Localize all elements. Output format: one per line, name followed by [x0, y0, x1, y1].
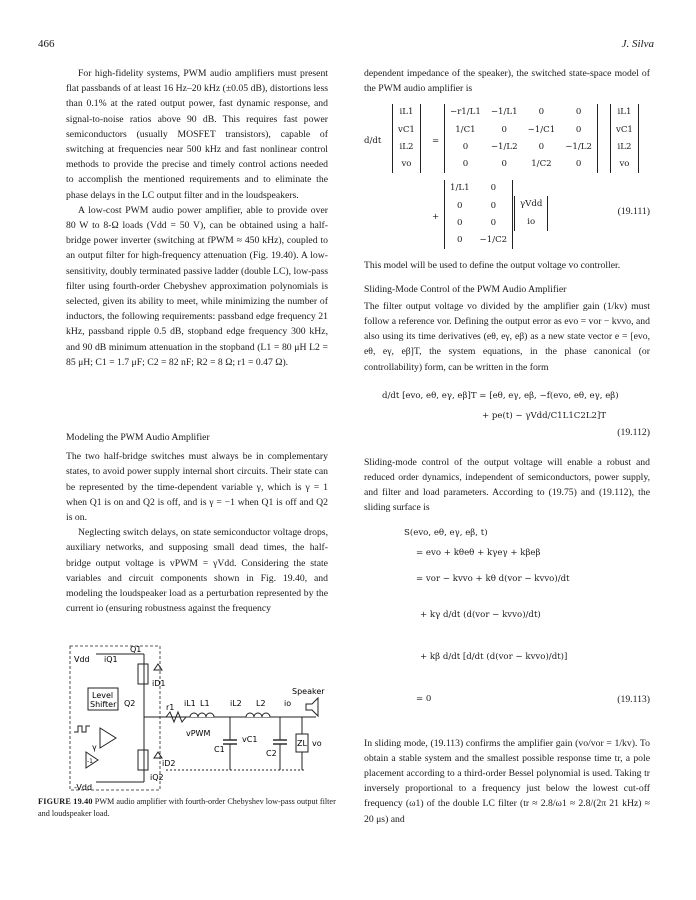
b-cell: 0: [490, 200, 497, 211]
state-vector: [392, 104, 421, 173]
label-c1: C1: [214, 745, 225, 754]
label-l2: L2: [256, 699, 266, 708]
subsection-title: Sliding-Mode Control of the PWM Audio Amplifier: [364, 283, 567, 295]
state-2: iL2: [399, 141, 414, 152]
diode-d2: [154, 752, 162, 758]
b-cell: 0: [457, 217, 463, 228]
eq113-line4: + kγ d/dt (d(vor − kvvo)/dt): [420, 609, 541, 620]
a-cell: −1/C1: [527, 124, 556, 135]
eq112-line2: + pe(t) − γVdd/C1L1C2L2]T: [482, 410, 607, 421]
a-cell: 1/C1: [455, 124, 476, 135]
state-0: iL1: [617, 107, 632, 118]
plus-sign: +: [432, 212, 440, 223]
b-cell: 1/L1: [450, 183, 470, 194]
equation-number: (19.112): [617, 426, 650, 438]
label-q2: Q2: [124, 699, 136, 708]
caption-text: PWM audio amplifier with fourth-order Chebyshev low-pass output filter and loudspeaker load.: [38, 797, 336, 818]
right-column: [364, 66, 650, 827]
label-minus1: -1: [87, 758, 93, 765]
a-cell: −1/L2: [565, 141, 592, 152]
inductor-l2: [246, 713, 270, 717]
label-id2: iD2: [162, 759, 176, 768]
matrix-b: [444, 180, 513, 249]
circuit-diagram: [66, 640, 328, 798]
eq113-line5: + kβ d/dt [d/dt (d(vor − kvvo)/dt)]: [420, 651, 568, 662]
state-3: vo: [401, 159, 412, 170]
label-c2: C2: [266, 749, 277, 758]
paragraph: For high-fidelity systems, PWM audio amplifiers must present flat passbands of at least 16 Hz–20 kHz (±0.05 dB), distortions less than 0.1% at the rated output power, fast dynamic response, and signal-to-noise ratios above 90 dB. This requires fast power semiconductors (usually MOSFET transistors), capable of switching at frequencies near 500 kHz and fast nonlinear control methods to provide the precise and timely control actions needed to accomplish the mentioned requirements and to eliminate the phase delays in the LC output filter and in the loudspeakers.: [66, 68, 328, 201]
a-cell: 0: [538, 141, 545, 152]
equation-number: (19.111): [617, 206, 650, 218]
label-neg-vdd: -Vdd: [74, 783, 93, 792]
paragraph: In sliding mode, (19.113) confirms the amplifier gain (vo/vor = 1/kv). To obtain a stable system and the smallest possible response time tr, a pole placement according to a third-order Bessel polynomial is used. Taking tr inversely proportional to a frequency just below the lowest cut-off frequency (ω1) of the double LC filter (tr ≈ 2.8/ω1 ≈ 2.8/(2π 21 kHz) ≈ 20 μs) and: [364, 737, 650, 825]
page-number: 466: [38, 38, 55, 50]
b-cell: 0: [490, 183, 497, 194]
a-cell: 0: [575, 124, 582, 135]
b-cell: −1/C2: [479, 235, 508, 246]
equation-19-111: [364, 100, 650, 250]
a-cell: −r1/L1: [450, 107, 481, 118]
eq113-line6: = 0: [416, 693, 432, 704]
label-l1: L1: [200, 699, 210, 708]
label-il1: iL1: [184, 699, 196, 708]
label-gamma: γ: [92, 743, 97, 752]
paragraph: Neglecting switch delays, on state semiconductor voltage drops, auxiliary networks, and supposing small dead times, the half-bridge output voltage is vPWM = γVdd. Considering the state variables and circuit components shown in Fig. 19.40, and modeling the loudspeaker load as a perturbation represented by the current io (ensuring robustness against the frequency: [66, 527, 328, 615]
paragraph: The filter output voltage vo divided by the amplifier gain (1/kv) must follow a reference vor. Defining the output error as evo = vor − kvvo, and also using its time derivatives (eθ, eγ, eβ) as a new state vector e = [evo, eθ, eγ, eβ]T, the system equations, in the phase canonical (or controllability) form, can be written in the form: [364, 300, 650, 373]
label-speaker: Speaker: [292, 687, 325, 696]
b-cell: 0: [457, 200, 463, 211]
b-cell: 0: [457, 235, 463, 246]
paragraph: Sliding-mode control of the output voltage will enable a robust and reduced order dynamics, independent of semiconductors, power supply, and filter and load parameters. According to (19.75) and (19.112), the sliding surface is: [364, 456, 650, 514]
label-vc1: vC1: [242, 735, 258, 744]
state-1: vC1: [398, 124, 415, 135]
caption-label: FIGURE 19.40: [38, 797, 93, 806]
equation-19-113: [364, 522, 650, 732]
label-vo: vo: [312, 739, 322, 748]
equation-19-112: [364, 383, 650, 445]
a-cell: 0: [462, 141, 469, 152]
q2-switch: [138, 750, 148, 770]
paragraph: A low-cost PWM audio power amplifier, able to provide over 80 W to 8-Ω loads (Vdd = 50 V), can be obtained using a half-bridge power inverter (switching at fPWM ≈ 450 kHz), coupled to an output filter for high-frequency attenuation (Fig. 19.40). A low-sensitivity, doubly terminated passive ladder (double LC), low-pass filter using fourth-order Chebyshev approximation polynomials is selected, given its ability to meet, while minimizing the number of inductors, the following requirements: passband edge frequency 21 kHz, passband ripple 0.5 dB, stopband edge frequency 300 kHz, and 90 dB minimum attenuation in the stopband (L1 = 80 μH L2 = 85 μH; C1 = 1.7 μF; C2 = 82 nF; R2 = 8 Ω; r1 = 0.47 Ω).: [66, 204, 328, 368]
paragraph: The two half-bridge switches must always be in complementary states, to avoid power supply internal short circuits. Their state can be represented by the time-dependent variable γ, which is γ = 1 when Q1 is on and Q2 is off, and is γ = −1 when Q1 is off and Q2 is on.: [66, 451, 328, 524]
ddt-label: d/dt: [364, 136, 382, 147]
comparator: [100, 728, 116, 748]
paragraph: dependent impedance of the speaker), the switched state-space model of the PWM audio amplifier is: [364, 68, 650, 95]
state-vector-right: [610, 104, 639, 173]
a-cell: 0: [501, 159, 507, 170]
section-title: Modeling the PWM Audio Amplifier: [66, 432, 210, 444]
label-shifter: Shifter: [90, 700, 117, 709]
inductor-l1: [190, 713, 214, 717]
state-1: vC1: [616, 124, 633, 135]
a-cell: 0: [538, 107, 545, 118]
input-1: io: [527, 216, 536, 227]
label-vdd: Vdd: [74, 655, 90, 664]
input-vector: [514, 196, 548, 230]
figure-caption: [38, 796, 338, 820]
label-io: io: [284, 699, 292, 708]
eq112-line1: d/dt [evo, eθ, eγ, eβ]T = [eθ, eγ, eβ, −f(evo, eθ, eγ, eβ): [382, 390, 619, 401]
label-iq1: iQ1: [104, 655, 118, 664]
eq113-line3: = vor − kvvo + kθ d(vor − kvvo)/dt: [416, 573, 570, 584]
equation-number: (19.113): [617, 693, 650, 705]
label-iq2: iQ2: [150, 773, 164, 782]
matrix-a: [444, 104, 598, 173]
a-cell: 1/C2: [531, 159, 552, 170]
label-level: Level: [92, 691, 114, 700]
pwm-waveform-icon: [74, 726, 90, 732]
diode-d1: [154, 664, 162, 670]
state-0: iL1: [399, 107, 414, 118]
input-0: γVdd: [520, 199, 543, 210]
running-head: J. Silva: [621, 38, 654, 50]
label-il2: iL2: [230, 699, 242, 708]
a-cell: 0: [575, 107, 582, 118]
b-cell: 0: [490, 217, 497, 228]
equals-sign: =: [432, 136, 440, 147]
a-cell: 0: [462, 159, 469, 170]
a-cell: 0: [501, 124, 507, 135]
half-bridge-box: [70, 646, 160, 790]
label-zl: ZL: [297, 739, 307, 748]
label-q1: Q1: [130, 645, 142, 654]
speaker-icon: [306, 698, 318, 716]
q1-switch: [138, 664, 148, 684]
label-r1: r1: [166, 703, 175, 712]
eq113-line2: = evo + kθeθ + kγeγ + kβeβ: [416, 547, 541, 558]
paragraph: This model will be used to define the output voltage vo controller.: [364, 260, 621, 272]
label-vpwm: vPWM: [186, 729, 211, 738]
state-3: vo: [619, 159, 630, 170]
state-2: iL2: [617, 141, 632, 152]
left-column: [66, 66, 328, 617]
a-cell: −1/L1: [490, 107, 518, 118]
label-id1: iD1: [152, 679, 166, 688]
eq113-line1: S(evo, eθ, eγ, eβ, t): [404, 527, 488, 538]
a-cell: 0: [575, 159, 582, 170]
ddt-operator: [364, 134, 381, 149]
a-cell: −1/L2: [490, 141, 518, 152]
circuit-figure: [66, 640, 328, 798]
